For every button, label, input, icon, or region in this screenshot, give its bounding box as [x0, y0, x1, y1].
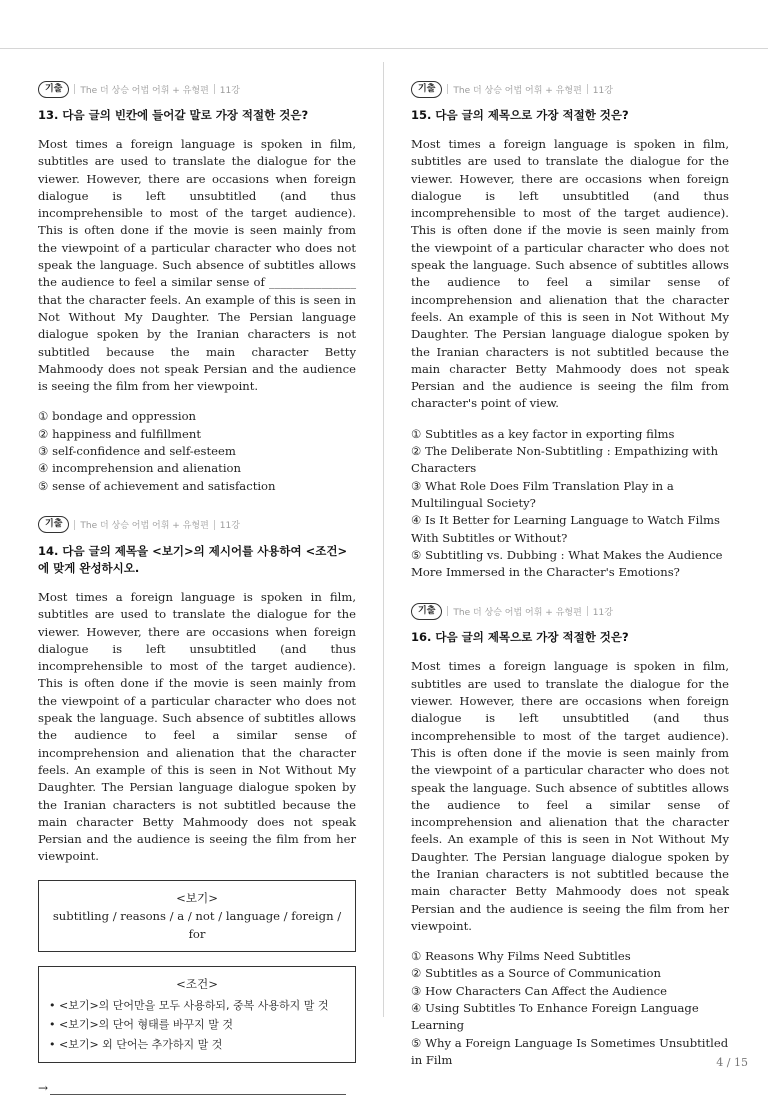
source-badge: 기출 — [411, 81, 442, 98]
option-1[interactable]: ① Subtitles as a key factor in exporting films — [411, 426, 675, 441]
option-1[interactable]: ① bondage and oppression — [38, 409, 197, 424]
condition-item: • <보기> 외 단어는 추가하지 말 것 — [49, 1035, 345, 1055]
option-2[interactable]: ② The Deliberate Non-Subtitling : Empathizing with Characters — [411, 444, 719, 476]
header-rule — [0, 48, 768, 49]
right-column — [411, 80, 729, 1069]
source-lesson: 11강 — [219, 85, 240, 96]
source-lesson: 11강 — [592, 85, 613, 96]
option-4[interactable]: ④ Using Subtitles To Enhance Foreign Language Learning — [411, 1001, 699, 1033]
answer-options — [38, 408, 356, 494]
source-badge: 기출 — [38, 81, 69, 98]
left-column — [38, 80, 356, 1095]
question-16 — [411, 602, 729, 1069]
answer-options — [411, 948, 729, 1069]
source-tag — [38, 80, 356, 98]
question-13 — [38, 80, 356, 495]
jogeon-title: <조건> — [176, 976, 218, 991]
option-5[interactable]: ⑤ Subtitling vs. Dubbing : What Makes the Audience More Immersed in the Character's Emotions? — [411, 547, 723, 580]
answer-line[interactable] — [38, 1081, 356, 1095]
option-5[interactable]: ⑤ sense of achievement and satisfaction — [38, 478, 276, 493]
question-title: 14. 다음 글의 제목을 <보기>의 제시어를 사용하여 <조건>에 맞게 완성하시오. — [38, 543, 348, 575]
question-15 — [411, 80, 729, 581]
option-1[interactable]: ① Reasons Why Films Need Subtitles — [411, 949, 631, 964]
source-book: The 더 상승 어법 어휘 + 유형편 — [453, 607, 582, 618]
source-badge: 기출 — [411, 603, 442, 620]
condition-list — [49, 996, 345, 1055]
bogi-words: subtitling / reasons / a / not / language / foreign / for — [52, 908, 342, 941]
question-passage: Most times a foreign language is spoken in film, subtitles are used to translate the dialogue for the viewer. However, there are occasions when foreign dialogue is left unsubtitled (and thus incomprehensible to most of the target audience). This is often done if the movie is seen mainly from the viewpoint of a particular character who does not speak the language. Such absence of subtitles allows the audience to feel a similar sense of _______________ that the character feels. An example of this is seen in Not Without My Daughter. The Persian language dialogue spoken by the Iranian characters is not subtitled because the main character Betty Mahmoody does not speak Persian and the audience is seeing the film from her viewpoint. — [38, 137, 356, 394]
page-number: 4 / 15 — [716, 1056, 748, 1069]
question-title: 16. 다음 글의 제목으로 가장 적절한 것은? — [411, 630, 629, 645]
source-book: The 더 상승 어법 어휘 + 유형편 — [453, 85, 582, 96]
option-2[interactable]: ② Subtitles as a Source of Communication — [411, 966, 661, 981]
question-14 — [38, 516, 356, 1095]
condition-item: • <보기>의 단어만을 모두 사용하되, 중복 사용하지 말 것 — [49, 996, 345, 1016]
source-tag — [38, 516, 356, 534]
question-title: 15. 다음 글의 제목으로 가장 적절한 것은? — [411, 108, 629, 122]
source-badge: 기출 — [38, 516, 69, 533]
option-2[interactable]: ② happiness and fulfillment — [38, 426, 202, 441]
question-passage: Most times a foreign language is spoken in film, subtitles are used to translate the dialogue for the viewer. However, there are occasions when foreign dialogue is left unsubtitled (and thus incomprehensible to most of the target audience). This is often done if the movie is seen mainly from the viewpoint of a particular character who does not speak the language. Such absence of subtitles allows the audience to feel a similar sense of incomprehension and alienation that the character feels. An example of this is seen in Not Without My Daughter. The Persian language dialogue spoken by the Iranian characters is not subtitled because the main character Betty Mahmoody does not speak Persian and the audience is seeing the film from her viewpoint. — [411, 659, 729, 933]
option-5[interactable]: ⑤ Why a Foreign Language Is Sometimes Unsubtitled in Film — [411, 1035, 729, 1067]
question-passage: Most times a foreign language is spoken in film, subtitles are used to translate the dialogue for the viewer. However, there are occasions when foreign dialogue is left unsubtitled (and thus incomprehensible to most of the target audience). This is often done if the movie is seen mainly from the viewpoint of a particular character who does not speak the language. Such absence of subtitles allows the audience to feel a similar sense of incomprehension and alienation that the character feels. An example of this is seen in Not Without My Daughter. The Persian language dialogue spoken by the Iranian characters is not subtitled because the main character Betty Mahmoody does not speak Persian and the audience is seeing the film from her viewpoint. — [38, 589, 356, 864]
source-book: The 더 상승 어법 어휘 + 유형편 — [80, 521, 209, 532]
column-divider — [383, 62, 384, 1017]
condition-item: • <보기>의 단어 형태를 바꾸지 말 것 — [49, 1015, 345, 1035]
jogeon-box — [38, 966, 356, 1064]
answer-options — [411, 426, 729, 582]
option-3[interactable]: ③ What Role Does Film Translation Play in a Multilingual Society? — [411, 478, 674, 510]
option-3[interactable]: ③ self-confidence and self-esteem — [38, 444, 236, 459]
question-passage: Most times a foreign language is spoken in film, subtitles are used to translate the dialogue for the viewer. However, there are occasions when foreign dialogue is left unsubtitled (and thus incomprehensible to most of the target audience). This is often done if the movie is seen mainly from the viewpoint of a particular character who does not speak the language. Such absence of subtitles allows the audience to feel a similar sense of incomprehension and alienation that the character feels. An example of this is seen in Not Without My Daughter. The Persian language dialogue spoken by the Iranian characters is not subtitled because the main character Betty Mahmoody does not speak Persian and the audience is seeing the film from character's point of view. — [411, 137, 729, 411]
bogi-box — [38, 880, 356, 952]
bogi-title: <보기> — [176, 890, 218, 905]
option-3[interactable]: ③ How Characters Can Affect the Audience — [411, 983, 668, 998]
source-book: The 더 상승 어법 어휘 + 유형편 — [80, 85, 209, 96]
source-tag — [411, 80, 729, 98]
source-lesson: 11강 — [219, 521, 240, 532]
option-4[interactable]: ④ incomprehension and alienation — [38, 461, 241, 476]
question-title: 13. 다음 글의 빈칸에 들어갈 말로 가장 적절한 것은? — [38, 108, 309, 122]
source-lesson: 11강 — [592, 607, 613, 618]
arrow-icon: → — [38, 1081, 49, 1095]
option-4[interactable]: ④ Is It Better for Learning Language to Watch Films With Subtitles or Without? — [411, 513, 720, 545]
source-tag — [411, 602, 729, 620]
